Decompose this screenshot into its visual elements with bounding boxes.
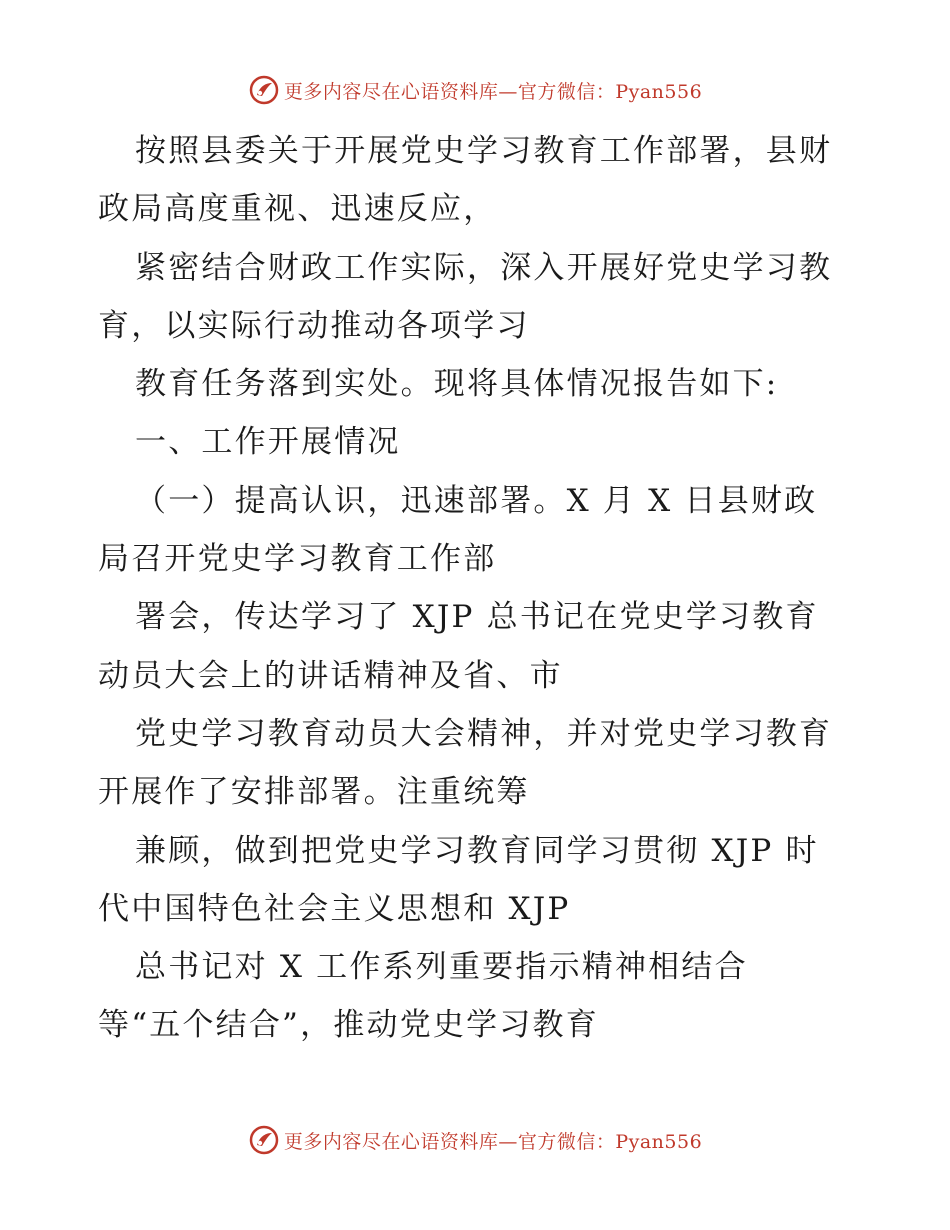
watermark-text: 更多内容尽在心语资料库—官方微信：Pyan556: [283, 80, 703, 103]
paragraph-line: 按照县委关于开展党史学习教育工作部署，县财: [135, 133, 833, 169]
section-heading: 一、工作开展情况: [135, 424, 401, 461]
paragraph-line: 等“五个结合”，推动党史学习教育: [98, 1007, 599, 1044]
document-body: [98, 122, 868, 1055]
paragraph-line: 育，以实际行动推动各项学习: [98, 307, 530, 344]
paragraph-line: 总书记对 X 工作系列重要指示精神相结合: [135, 949, 748, 986]
paragraph-line: （一）提高认识，迅速部署。X 月 X 日县财政: [135, 482, 818, 519]
paragraph-line: 党史学习教育动员大会精神，并对党史学习教育: [135, 715, 833, 752]
paragraph-line: 开展作了安排部署。注重统筹: [98, 774, 530, 811]
paragraph-line: 代中国特色社会主义思想和 XJP: [98, 890, 571, 927]
paragraph-line: 兼顾，做到把党史学习教育同学习贯彻 XJP 时: [135, 832, 819, 869]
paragraph-line: 教育任务落到实处。现将具体情况报告如下:: [135, 366, 779, 403]
paragraph-line: 局召开党史学习教育工作部: [98, 541, 497, 578]
watermark-banner-bottom: [0, 1120, 950, 1160]
paragraph-line: 紧密结合财政工作实际，深入开展好党史学习教: [135, 249, 833, 286]
watermark-text: 更多内容尽在心语资料库—官方微信：Pyan556: [283, 1130, 703, 1153]
paragraph-line: 政局高度重视、迅速反应，: [98, 191, 497, 228]
brand-logo-icon: [248, 1124, 280, 1156]
paragraph-line: 署会，传达学习了 XJP 总书记在党史学习教育: [135, 599, 819, 636]
brand-logo-icon: [248, 74, 280, 106]
watermark-banner-top: [0, 70, 950, 110]
paragraph-line: 动员大会上的讲话精神及省、市: [98, 657, 563, 694]
